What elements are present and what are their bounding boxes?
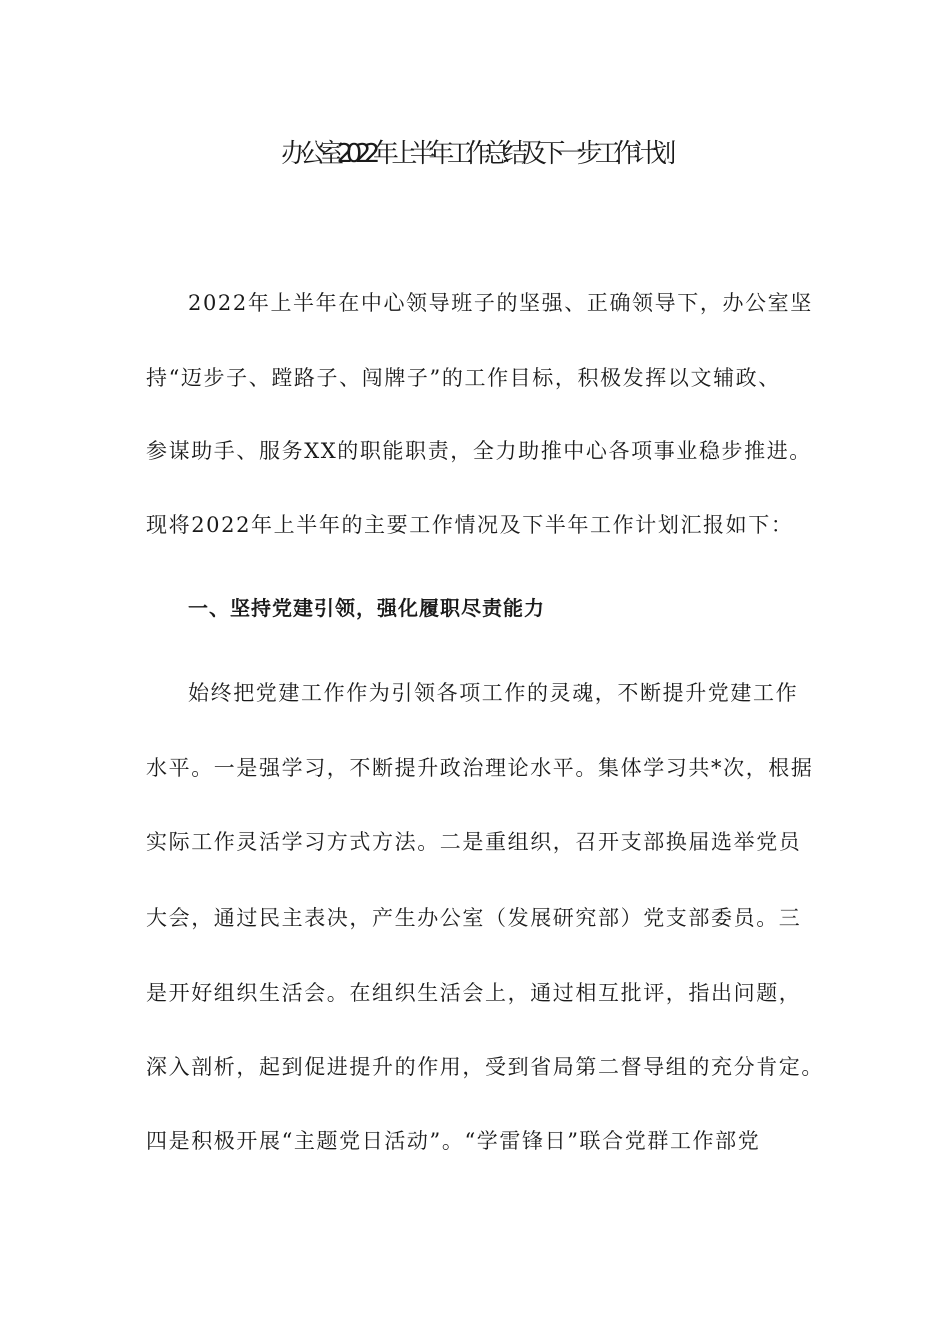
intro-line-3: 参谋助手、服务XX的职能职责，全力助推中心各项事业稳步推进。 [146, 439, 812, 463]
section-heading: 一、坚持党建引领，强化履职尽责能力 [188, 596, 545, 620]
section-line-4: 大会，通过民主表决，产生办公室（发展研究部）党支部委员。三 [146, 906, 802, 930]
section-line-3: 实际工作灵活学习方式方法。二是重组织，召开支部换届选举党员 [146, 830, 802, 854]
intro-line-4: 现将2022年上半年的主要工作情况及下半年工作计划汇报如下： [146, 513, 794, 537]
intro-line-1: 2022年上半年在中心领导班子的坚强、正确领导下，办公室坚 [188, 291, 813, 315]
section-line-2: 水平。一是强学习，不断提升政治理论水平。集体学习共*次，根据 [146, 756, 814, 780]
document-title: 办公室2022年上半年工作总结及下一步工作计划 [281, 139, 669, 169]
section-line-1: 始终把党建工作作为引领各项工作的灵魂，不断提升党建工作 [188, 681, 799, 705]
intro-line-2: 持“迈步子、蹚路子、闯牌子”的工作目标，积极发挥以文辅政、 [146, 366, 781, 390]
section-line-6: 深入剖析，起到促进提升的作用，受到省局第二督导组的充分肯定。 [146, 1055, 824, 1079]
section-line-7: 四是积极开展“主题党日活动”。“学雷锋日”联合党群工作部党 [146, 1129, 761, 1153]
section-line-5: 是开好组织生活会。在组织生活会上，通过相互批评，指出问题， [146, 981, 802, 1005]
